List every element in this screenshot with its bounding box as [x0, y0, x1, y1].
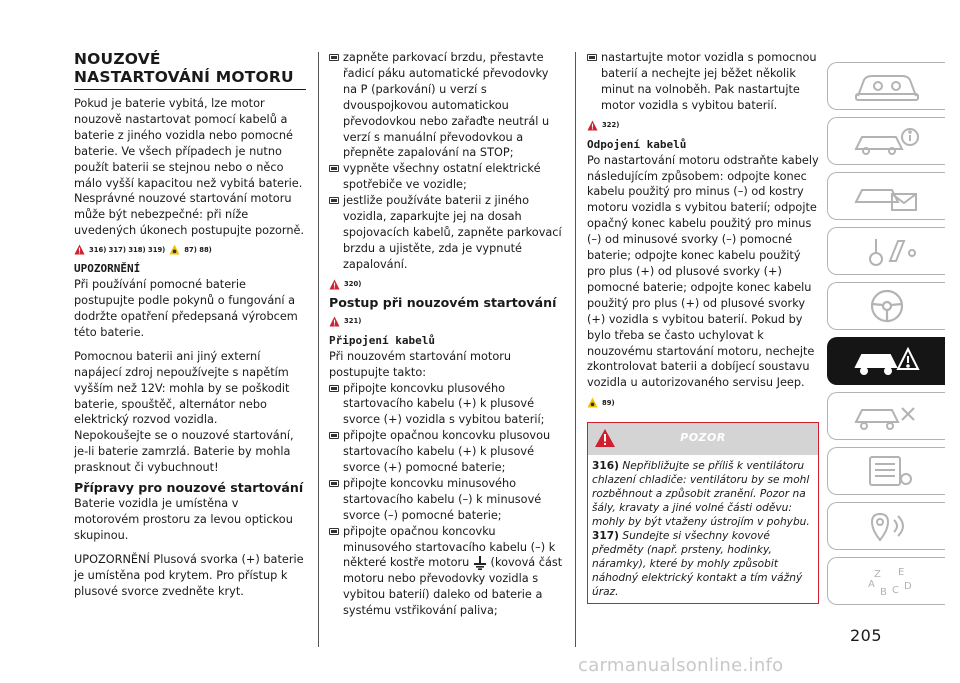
page-number: 205 [850, 626, 883, 645]
index-letter: D [903, 581, 912, 592]
list-item: připojte opačnou koncovku plusovou startovacího kabelu (+) k plusové svorce (+) pomocné baterie; [329, 428, 565, 476]
reference-row: 89) [587, 397, 819, 408]
column-divider [318, 52, 319, 647]
reference-row: 322) [587, 120, 819, 131]
pripojeni-heading: Připojení kabelů [329, 333, 435, 347]
pozor-header [588, 423, 818, 455]
list-item: zapněte parkovací brzdu, přestavte řadicí páku automatické převodovky na P (parkování) u verzí s dvouspojkovou automatickou převodovkou nebo zařaďte neutrál u verzí s manuální převodovkou a přepněte zapalování na STOP; [329, 50, 565, 161]
index-letter: Z [873, 569, 881, 580]
tab-safety[interactable] [827, 227, 945, 275]
bullet-icon [329, 528, 339, 535]
car-maintenance-icon [852, 398, 922, 434]
tab-emergency[interactable] [827, 337, 945, 385]
index-letter: A [867, 579, 875, 590]
column-divider [575, 52, 576, 647]
pozor-label: POZOR [680, 431, 726, 445]
warning-triangle-icon [329, 316, 340, 327]
car-settings-icon [852, 508, 922, 544]
upozorneni-p1: Při používání pomocné baterie postupujte podle pokynů o fungování a dodržte opatření předepsaná výrobcem této baterie. [74, 278, 298, 339]
column-2 [329, 50, 565, 619]
car-specs-icon [852, 453, 922, 489]
tab-messages[interactable] [827, 172, 945, 220]
index-letter: C [891, 585, 899, 596]
pozor-body [588, 455, 818, 603]
caution-triangle-icon [587, 397, 598, 408]
reference-row: 320) [329, 279, 565, 290]
car-dashboard-icon [852, 68, 922, 104]
list-item: nastartujte motor vozidla s pomocnou baterií a nechejte jej běžet několik minut na volnoběh. Pak nastartujte motor vozidla s vybitou baterií. [587, 50, 819, 114]
upozorneni-p3: Nepokoušejte se o nouzové startování, je-li baterie zamrzlá. Baterie by mohla prasknout či vybuchnout! [74, 429, 294, 475]
bullet-icon [329, 54, 339, 61]
list-item: připojte koncovku minusového startovacího kabelu (–) k minusové svorce (–) pomocné baterie; [329, 476, 565, 524]
pripravy-p1: Baterie vozidla je umístěna v motorovém prostoru za levou optickou skupinou. [74, 497, 293, 542]
pripojeni-intro: Při nouzovém startování motoru postupujte takto: [329, 349, 512, 379]
list-item: jestliže používáte baterii z jiného vozidla, zaparkujte jej na dosah spojovacích kabelů, zapněte parkovací brzdu a ujistěte, zda je vypnuté zapalování. [329, 193, 565, 273]
car-emergency-icon [852, 343, 922, 379]
pozor-warning-box [587, 422, 819, 604]
car-mail-icon [852, 178, 922, 214]
caution-triangle-icon [169, 244, 180, 255]
tab-dashboard[interactable] [827, 62, 945, 110]
bullet-icon [329, 385, 339, 392]
pripravy-heading: Přípravy pro nouzové startování [74, 480, 304, 496]
upozorneni-p2: Pomocnou baterii ani jiný externí napájecí zdroj nepoužívejte s napětím vyšším než 12V: mohla by se poškodit baterie, spouštěč, alternátor nebo elektrický rozvod vozidla. [74, 349, 290, 427]
tab-driving[interactable] [827, 282, 945, 330]
column-3 [587, 50, 819, 604]
upozorneni-heading: UPOZORNĚNÍ [74, 262, 141, 276]
reference-row [74, 244, 306, 255]
list-item: vypněte všechny ostatní elektrické spotřebiče ve vozidle; [329, 161, 565, 193]
alphabet-index-icon [852, 563, 922, 599]
reference-row: 321) [329, 316, 565, 327]
list-item: připojte opačnou koncovku minusového startovacího kabelu (–) k některé kostře motoru (kovová část motoru nebo převodovky vozidla s vybitou baterií) daleko od baterie a systému vstřikování paliva; [329, 524, 565, 619]
pripravy-p2: UPOZORNĚNÍ Plusová svorka (+) baterie je umístěna pod krytem. Pro přístup k plusové svorce zvedněte kryt. [74, 552, 304, 598]
column-1 [74, 50, 306, 599]
warning-triangle-icon [74, 244, 85, 255]
tab-specs[interactable] [827, 447, 945, 495]
tab-info[interactable] [827, 117, 945, 165]
pozor-item-317: 317) Sundejte si všechny kovové předměty (např. prsteny, hodinky, náramky), které by mohly způsobit náhodný elektrický kontakt a tím vážný úraz. [592, 530, 803, 599]
caution-refs: 87) 88) [184, 245, 212, 254]
postup-heading: Postup při nouzovém startování [329, 294, 557, 310]
index-letter: B [879, 587, 887, 598]
warning-triangle-icon [329, 279, 340, 290]
warning-triangle-icon [587, 120, 598, 131]
car-tools-icon [852, 233, 922, 269]
chapter-tabs [827, 62, 945, 612]
tab-index[interactable] [827, 557, 945, 605]
tab-multimedia[interactable] [827, 502, 945, 550]
bullet-icon [329, 480, 339, 487]
bullet-icon [329, 432, 339, 439]
warning-refs: 316) 317) 318) 319) [89, 245, 166, 254]
bullet-icon [587, 54, 597, 61]
odpojeni-heading: Odpojení kabelů [587, 137, 687, 151]
odpojeni-text: Po nastartování motoru odstraňte kabely následujícím způsobem: odpojte konec kabelu použitý pro minus (–) od kostry motoru vozidla s vybitou baterií; odpojte opačný konec kabelu použitý pro minus (–) od minusové svorky (–) pomocné baterie; odpojte konec kabelu použitý pro plus (+) od plusové svorky (+) pomocné baterie; odpojte konec kabelu použitý pro plus (+) od plusové svorky (+) vozidla s vybitou baterií. Pokud by bylo třeba se často uchylovat k nouzovému startování motoru, nechejte zkontrolovat baterii a dobíjecí soustavu vozidla u autorizovaného servisu Jeep. [587, 153, 819, 390]
page-title: NOUZOVÉ NASTARTOVÁNÍ MOTORU [74, 50, 306, 90]
bullet-icon [329, 165, 339, 172]
pozor-item-316: 316) Nepřibližujte se příliš k ventilátoru chlazení chladiče: ventilátoru by se mohl rozběhnout a způsobit zranění. Pozor na šály, kravaty a jiné volné části oděvu: mohly by být vtaženy ústrojím v pohybu. [592, 460, 810, 529]
tab-maintenance[interactable] [827, 392, 945, 440]
watermark: carmanualsonline.info [578, 655, 784, 676]
steering-wheel-icon [852, 288, 922, 324]
bullet-icon [329, 197, 339, 204]
index-letter: E [897, 567, 904, 578]
car-info-icon [852, 123, 922, 159]
intro-text: Pokud je baterie vybitá, lze motor nouzově nastartovat pomocí kabelů a baterie z jiného vozidla nebo pomocné baterie. Ve všech případech je nutno použít baterii se stejnou nebo o něco málo vyšší kapacitou než vybitá baterie. Nesprávné nouzové startování motoru může být nebezpečné: při níže uvedených úkonech postupujte pozorně. [74, 97, 305, 238]
list-item: připojte koncovku plusového startovacího kabelu (+) k plusové svorce (+) vozidla s vybitou baterií; [329, 381, 565, 429]
ground-icon [473, 556, 487, 570]
